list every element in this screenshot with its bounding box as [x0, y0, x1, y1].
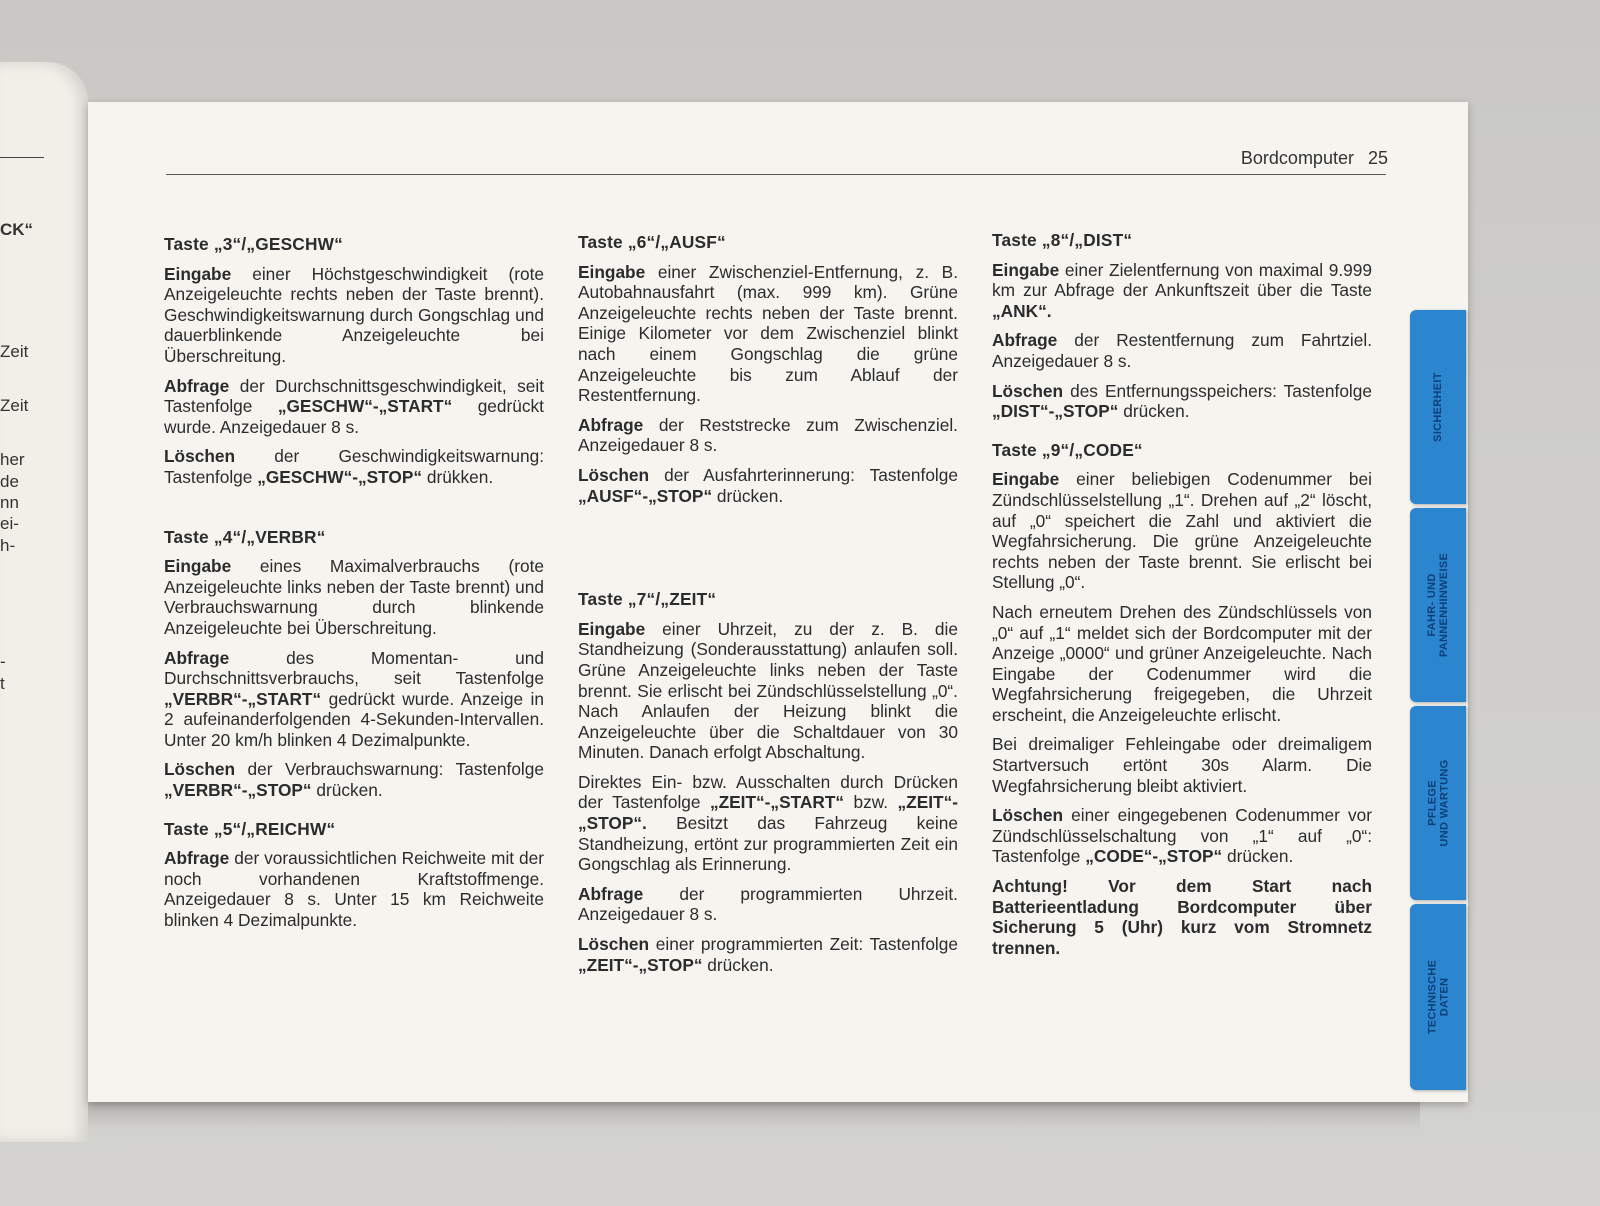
keyword: Löschen [578, 934, 650, 955]
section-heading: Taste „5“/„REICHW“ [164, 818, 336, 839]
paragraph-text: der Reststrecke zum Zwischenziel. Anzeigedauer 8 s. [578, 414, 958, 456]
header-rule [166, 174, 1386, 175]
paragraph-text: der Durchschnittsgeschwindigkeit, seit Tastenfolge [164, 375, 544, 417]
paragraph-text: einer beliebigen Codenummer bei Zündschlüsselstellung „1“. Drehen auf „2“ löscht, auf „0“ speichert die Zahl und aktiviert die Wegfahrsicherung. Die grüne Anzeigeleuchte rechts neben der Taste brennt. Sie erlischt bei Stellung „0“. [992, 469, 1372, 593]
paragraph [164, 556, 544, 638]
keyword: Abfrage [164, 375, 230, 396]
paragraph-text: gedrückt wurde. Anzeige in 2 aufeinanderfolgenden 4-Sekunden-Intervallen. Unter 20 km/h blinken 4 Dezimalpunkte. [164, 688, 544, 750]
key-sequence: „DIST“-„STOP“ [992, 401, 1119, 422]
paragraph-text: der Restentfernung zum Fahrtziel. Anzeigedauer 8 s. [992, 330, 1372, 371]
key-sequence: „CODE“-„STOP“ [1085, 846, 1223, 867]
section-heading: Taste „7“/„ZEIT“ [578, 589, 717, 610]
keyword: Abfrage [992, 330, 1058, 351]
paragraph-text: einer Höchstgeschwindigkeit (rote Anzeigeleuchte rechts neben der Taste brennt). Geschwindigkeitswarnung durch Gongschlag und dauerblinkende Anzeigeleuchte bei Überschreitung. [164, 263, 544, 366]
paragraph [992, 381, 1372, 422]
keyword: Eingabe [164, 556, 232, 577]
facing-page-text: Zeit [0, 342, 29, 361]
page-header [1241, 148, 1388, 169]
keyword: Abfrage [578, 414, 644, 435]
paragraph-text: einer Uhrzeit, zu der z. B. die Standheizung (Sonderausstattung) anlaufen soll. Grüne Anzeigeleuchte links neben der Taste brennt. Sie erlischt bei Zündschlüsselstellung „0“. Nach Anlaufen der Heizung blinkt die Anzeigeleuchte über die Schaltdauer von 30 Minuten. Danach erfolgt Abschaltung. [578, 618, 958, 763]
paragraph [992, 260, 1372, 322]
paragraph: Bei dreimaliger Fehleingabe oder dreimaligem Startversuch ertönt 30s Alarm. Die Wegfahrsicherung bleibt aktiviert. [992, 734, 1372, 796]
tab-label: PFLEGE UND WARTUNG [1426, 759, 1451, 847]
paragraph-text: der voraussichtlichen Reichweite mit der noch vorhandenen Kraftstoffmenge. Anzeigedauer 8 s. Unter 15 km Reichweite blinken 4 Dezimalpunkte. [164, 848, 544, 931]
paragraph-text: einer Zwischenziel-Entfernung, z. B. Autobahnausfahrt (max. 999 km). Grüne Anzeigeleuchte rechts neben der Taste brennt. Einige Kilometer vor dem Zwischenziel blinkt nach einem Gongschlag die grüne Anzeigeleuchte bis zum Ablauf der Restentfernung. [578, 261, 958, 406]
page-shadow [60, 1100, 1420, 1130]
facing-page-text: CK“ [0, 220, 34, 239]
key-sequence: „ZEIT“-„STOP“ [578, 954, 703, 975]
paragraph-text: der programmierten Uhrzeit. Anzeigedauer 8 s. [578, 883, 958, 925]
section-heading: Taste „8“/„DIST“ [992, 230, 1133, 250]
spacer [578, 515, 958, 589]
page-number: 25 [1367, 148, 1388, 168]
keyword: Eingabe [992, 259, 1060, 280]
keyword: Löschen [992, 805, 1064, 826]
keyword: Löschen [164, 759, 236, 780]
tab-label: SICHERHEIT [1432, 372, 1444, 442]
keyword: Abfrage [164, 647, 230, 668]
paragraph [164, 648, 544, 751]
tab-fahr-und-pannenhinweise[interactable] [1410, 508, 1466, 702]
paragraph-text: der Geschwindigkeitswarnung: Tastenfolge [164, 446, 544, 487]
paragraph-text: drücken. [1118, 401, 1190, 422]
section-heading: Taste „6“/„AUSF“ [578, 232, 726, 252]
key-sequence: „VERBR“-„STOP“ [164, 780, 312, 801]
facing-page-text: t [0, 674, 5, 693]
paragraph [578, 884, 958, 925]
keyword: Löschen [164, 446, 236, 467]
key-sequence: „AUSF“-„STOP“ [578, 485, 713, 506]
tab-label: FAHR- UND PANNENHINWEISE [1426, 552, 1451, 658]
header-title: Bordcomputer [1240, 148, 1354, 168]
key-sequence: „ZEIT“-„STOP“. [578, 792, 958, 834]
facing-page-text: h- [0, 536, 16, 555]
paragraph-text: drücken. [702, 954, 774, 975]
warning-note: Achtung! Vor dem Start nach Batterieentladung Bordcomputer über Sicherung 5 (Uhr) kurz vom Stromnetz trennen. [992, 876, 1372, 958]
keyword: Löschen [992, 380, 1064, 401]
keyword: Abfrage [578, 883, 644, 904]
paragraph [164, 446, 544, 487]
spacer [164, 497, 544, 527]
key-sequence: „GESCHW“-„STOP“ [257, 466, 423, 487]
paragraph-text: der Ausfahrterinnerung: Tastenfolge [649, 464, 958, 485]
paragraph-text: einer Zielentfernung von maximal 9.999 km zur Abfrage der Ankunftszeit über die Taste [992, 259, 1372, 301]
paragraph-text: einer eingegebenen Codenummer vor Zündschlüsselschaltung von „1“ auf „0“: Tastenfolge [992, 805, 1372, 867]
paragraph-text: eines Maximalverbrauchs (rote Anzeigeleuchte links neben der Taste brennt) und Verbrauchswarnung durch blinkende Anzeigeleuchte bei Überschreitung. [164, 556, 544, 638]
paragraph [164, 264, 544, 367]
paragraph-text: der Verbrauchswarnung: Tastenfolge [235, 759, 544, 780]
paragraph: Nach erneutem Drehen des Zündschlüssels von „0“ auf „1“ meldet sich der Bordcomputer mit der Anzeige „0000“ und grüner Anzeigeleuchte. Nach Eingabe der Codenummer wird die Wegfahrsicherung freigegeben, die Uhrzeit erscheint, die Anzeigeleuchte erlischt. [992, 601, 1372, 725]
keyword: Eingabe [164, 263, 232, 284]
keyword: Eingabe [992, 469, 1060, 490]
tab-label: TECHNISCHE DATEN [1426, 959, 1451, 1035]
paragraph [164, 759, 544, 800]
column-1 [164, 234, 544, 940]
paragraph [578, 619, 958, 763]
paragraph-text: bzw. [844, 792, 898, 813]
tab-technische-daten[interactable] [1410, 904, 1466, 1090]
paragraph [578, 465, 958, 506]
keyword: Eingabe [578, 261, 646, 282]
facing-page-text: Zeit [0, 396, 29, 415]
paragraph-text: Besitzt das Fahrzeug keine Standheizung, ertönt zur programmierten Zeit ein Gongschlag als Erinnerung. [578, 813, 958, 875]
facing-page-rule [0, 157, 44, 158]
paragraph [578, 415, 958, 456]
paragraph [992, 330, 1372, 371]
paragraph-text: drükken. [422, 466, 494, 487]
key-sequence: „ZEIT“-„START“ [709, 792, 845, 813]
facing-page-text: - [0, 652, 6, 671]
paragraph [992, 805, 1372, 867]
paragraph [164, 848, 544, 930]
thumb-index-tabs [1410, 310, 1468, 1100]
facing-page [0, 62, 88, 1142]
paragraph [164, 376, 544, 438]
paragraph-text: Direktes Ein- bzw. Ausschalten durch Drücken der Tastenfolge [578, 771, 958, 813]
tab-sicherheit[interactable] [1410, 310, 1466, 504]
paragraph-text: gedrückt wurde. Anzeigedauer 8 s. [164, 396, 544, 437]
facing-page-text: her [0, 450, 25, 469]
facing-page-text: ei- [0, 514, 19, 533]
key-name: „ANK“. [992, 300, 1052, 321]
paragraph-text: einer programmierten Zeit: Tastenfolge [649, 934, 958, 955]
column-2 [578, 232, 958, 984]
paragraph [578, 772, 958, 875]
paragraph-text: des Momentan- und Durchschnittsverbrauchs, seit Tastenfolge [164, 647, 544, 689]
manual-page [88, 102, 1468, 1102]
paragraph [578, 934, 958, 975]
tab-pflege-und-wartung[interactable] [1410, 706, 1466, 900]
section-heading: Taste „3“/„GESCHW“ [164, 234, 344, 254]
paragraph-text: drücken. [712, 485, 784, 506]
keyword: Abfrage [164, 848, 230, 869]
paragraph-text: des Entfernungsspeichers: Tastenfolge [1063, 380, 1372, 401]
column-3 [992, 230, 1372, 967]
paragraph-text: drücken. [1222, 846, 1294, 867]
section-heading: Taste „9“/„CODE“ [992, 439, 1143, 460]
paragraph-text: drücken. [311, 780, 383, 801]
facing-page-text: de [0, 472, 19, 491]
keyword: Löschen [578, 464, 650, 485]
paragraph [578, 262, 958, 406]
section-heading: Taste „4“/„VERBR“ [164, 526, 326, 547]
key-sequence: „VERBR“-„START“ [164, 688, 322, 709]
facing-page-text: nn [0, 493, 19, 512]
keyword: Eingabe [578, 618, 646, 639]
paragraph [992, 469, 1372, 593]
key-sequence: „GESCHW“-„START“ [277, 396, 453, 417]
